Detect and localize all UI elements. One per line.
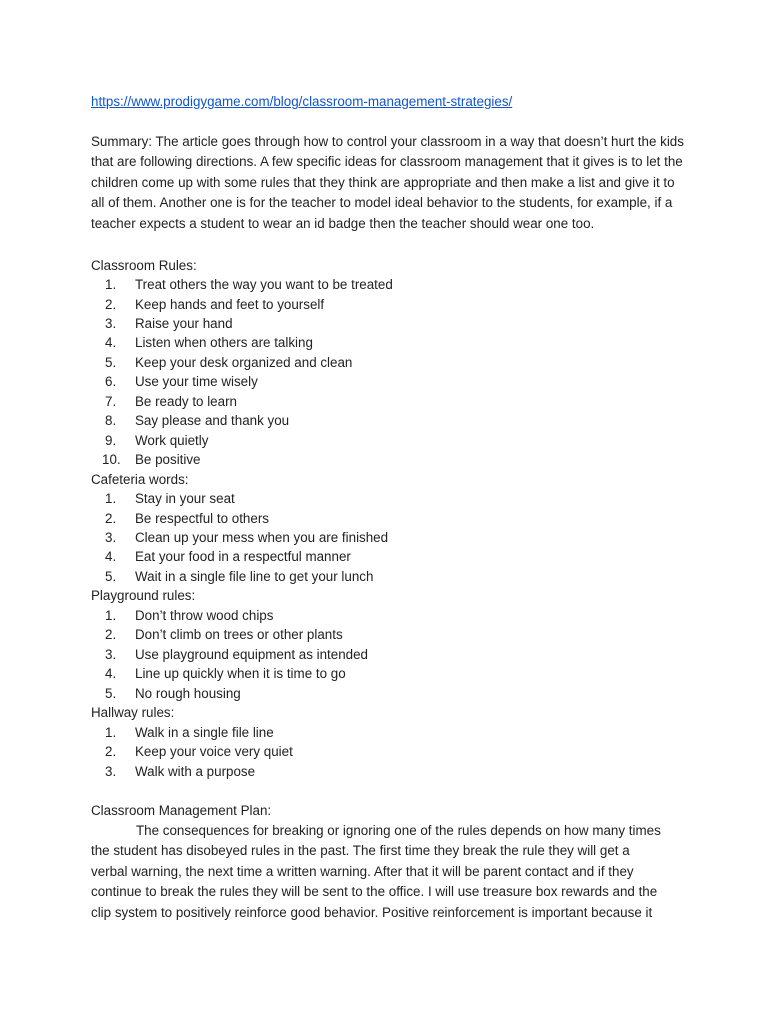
list-number: 4.	[105, 549, 117, 565]
list-item-text: Walk in a single file line	[135, 724, 274, 740]
list-item	[91, 392, 691, 411]
paragraph-line: verbal warning, the next time a written warning. After that it will be parent contact and if they	[91, 863, 634, 879]
list-item-text: Be respectful to others	[135, 510, 269, 526]
list-number: 3.	[105, 763, 117, 779]
list-item	[91, 314, 691, 333]
list-number: 3.	[105, 316, 117, 332]
paragraph-line	[91, 821, 691, 842]
list-number: 7.	[105, 393, 117, 409]
playground-rules-list	[91, 606, 691, 703]
list-item	[91, 295, 691, 314]
list-item-text: No rough housing	[135, 685, 241, 701]
classroom-rules-list	[91, 275, 691, 469]
list-number: 2.	[105, 627, 117, 643]
list-item	[91, 567, 691, 586]
paragraph-line-text: The consequences for breaking or ignoring one of the rules depends on how many times	[136, 822, 661, 838]
list-item-text: Use your time wisely	[135, 374, 258, 390]
list-item-text: Clean up your mess when you are finished	[135, 530, 389, 545]
list-item-text: Don’t throw wood chips	[135, 607, 274, 623]
blank-line	[91, 781, 691, 801]
section-heading-classroom-rules: Classroom Rules:	[91, 257, 197, 273]
list-number: 5.	[105, 354, 117, 370]
list-item	[91, 684, 691, 703]
list-item-text: Use playground equipment as intended	[135, 646, 369, 662]
list-number: 10.	[102, 452, 121, 468]
list-item	[91, 353, 691, 372]
list-number: 3.	[105, 530, 117, 545]
list-item	[91, 450, 691, 469]
list-item	[91, 645, 691, 664]
list-number: 3.	[105, 646, 117, 662]
list-number: 9.	[105, 432, 117, 448]
list-item	[91, 528, 691, 547]
list-item-text: Say please and thank you	[135, 413, 290, 429]
list-item	[91, 762, 691, 781]
list-item-text: Don’t climb on trees or other plants	[135, 627, 343, 643]
list-item	[91, 431, 691, 450]
list-item-text: Keep hands and feet to yourself	[135, 296, 325, 312]
list-item	[91, 625, 691, 644]
list-item-text: Walk with a purpose	[135, 763, 256, 779]
section-heading-playground: Playground rules:	[91, 588, 196, 604]
source-link[interactable]: https://www.prodigygame.com/blog/classroom-management-strategies/	[91, 94, 513, 109]
list-number: 8.	[105, 413, 117, 429]
list-item-text: Keep your voice very quiet	[135, 744, 293, 760]
list-item	[91, 489, 691, 508]
list-number: 1.	[105, 607, 117, 623]
list-number: 5.	[105, 685, 117, 701]
list-item-text: Line up quickly when it is time to go	[135, 666, 346, 682]
cafeteria-rules-list	[91, 489, 691, 586]
list-item-text: Eat your food in a respectful manner	[135, 549, 351, 565]
list-item-text: Raise your hand	[135, 316, 233, 332]
management-plan-paragraph	[91, 821, 691, 924]
list-item	[91, 333, 691, 352]
list-item-text: Treat others the way you want to be treated	[135, 277, 393, 293]
section-heading-management-plan: Classroom Management Plan:	[91, 803, 272, 818]
list-item	[91, 509, 691, 528]
document-page	[91, 92, 691, 924]
paragraph-line: the student has disobeyed rules in the past. The first time they break the rule they will get a	[91, 843, 630, 859]
list-item-text: Be ready to learn	[135, 393, 237, 409]
list-number: 2.	[105, 510, 117, 526]
list-number: 2.	[105, 296, 117, 312]
list-item	[91, 664, 691, 683]
list-number: 4.	[105, 666, 117, 682]
paragraph-line: clip system to positively reinforce good behavior. Positive reinforcement is important because it	[91, 904, 653, 920]
list-number: 6.	[105, 374, 117, 390]
list-item	[91, 742, 691, 761]
list-item-text: Be positive	[135, 452, 201, 468]
list-item	[91, 723, 691, 742]
source-link-line	[91, 92, 691, 112]
list-number: 2.	[105, 744, 117, 760]
list-item	[91, 606, 691, 625]
list-item-text: Work quietly	[135, 432, 209, 448]
section-heading-cafeteria: Cafeteria words:	[91, 471, 189, 487]
list-number: 1.	[105, 724, 117, 740]
blank-line	[91, 235, 691, 256]
list-number: 1.	[105, 491, 117, 507]
summary-paragraph: Summary: The article goes through how to control your classroom in a way that doesn’t hurt the kids that are following directions. A few specific ideas for classroom management that it gives is to let the children come up with some rules that they think are appropriate and then make a list and give it to all of them. Another one is for the teacher to model ideal behavior to the students, for example, if a teacher expects a student to wear an id badge then the teacher should wear one too.	[91, 133, 684, 231]
list-item	[91, 275, 691, 294]
list-item-text: Listen when others are talking	[135, 335, 313, 351]
list-number: 1.	[105, 277, 117, 293]
list-item	[91, 411, 691, 430]
blank-line	[91, 112, 691, 131]
list-item-text: Keep your desk organized and clean	[135, 354, 353, 370]
list-item	[91, 547, 691, 566]
paragraph-line: continue to break the rules they will be sent to the office. I will use treasure box rewards and the	[91, 884, 658, 900]
hallway-rules-list	[91, 723, 691, 781]
list-item-text: Stay in your seat	[135, 491, 235, 507]
section-heading-hallway: Hallway rules:	[91, 705, 175, 721]
list-number: 4.	[105, 335, 117, 351]
list-number: 5.	[105, 568, 117, 584]
list-item-text: Wait in a single file line to get your lunch	[135, 568, 374, 584]
list-item	[91, 372, 691, 391]
